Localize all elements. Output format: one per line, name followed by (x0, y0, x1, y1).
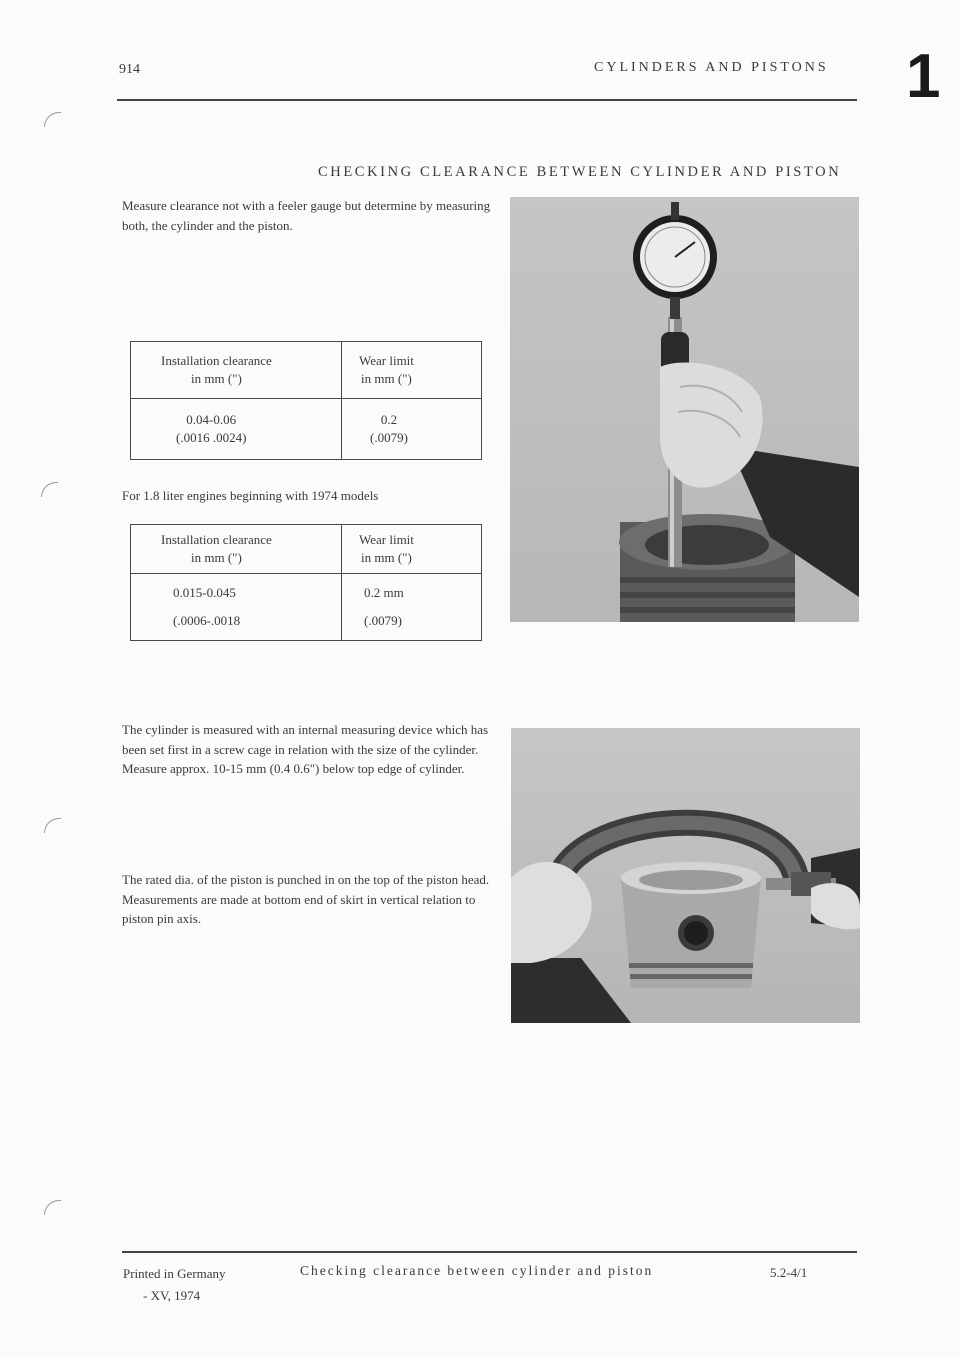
header-line: Installation clearance (161, 532, 272, 547)
binder-mark (44, 1200, 61, 1215)
value-line: 0.04-0.06 (186, 412, 237, 427)
header-line: in mm (") (191, 550, 242, 565)
table-header-cell (342, 525, 482, 574)
clearance-table-1974 (130, 524, 482, 641)
value-line: (.0006-.0018 (173, 613, 241, 628)
table-cell (131, 574, 342, 641)
header-rule (117, 99, 857, 101)
micrometer-photo (511, 728, 860, 1023)
table-header-row (131, 525, 482, 574)
intro-paragraph: Measure clearance not with a feeler gauge but determine by measuring both, the cylinder and the piston. (122, 198, 491, 233)
header-line: in mm (") (361, 371, 412, 386)
header-line: Wear limit (359, 353, 414, 368)
bore-gauge-photo (510, 197, 859, 622)
printed-location: Printed in Germany (123, 1266, 226, 1281)
section-title: CHECKING CLEARANCE BETWEEN CYLINDER AND PISTON (318, 164, 842, 180)
page-number: 914 (119, 62, 140, 77)
header-line: in mm (") (191, 371, 242, 386)
table-row (131, 399, 482, 460)
edition-date: - XV, 1974 (143, 1288, 201, 1303)
bore-gauge-illustration (510, 197, 859, 622)
binder-mark (44, 818, 61, 833)
chapter-number: 1 (906, 42, 941, 111)
clearance-table-standard (130, 341, 482, 460)
value-line: 0.2 mm (364, 585, 404, 600)
header-line: Wear limit (359, 532, 414, 547)
page-code: 5.2-4/1 (770, 1265, 808, 1280)
value-line: (.0079) (364, 613, 402, 628)
table-row (131, 574, 482, 641)
printer-info (123, 1263, 226, 1307)
subheading-1974: For 1.8 liter engines beginning with 1974 models (122, 488, 379, 503)
value-line: (.0079) (370, 430, 408, 445)
running-title: CYLINDERS AND PISTONS (594, 60, 829, 75)
table-cell (131, 399, 342, 460)
value-line: 0.2 (380, 412, 398, 427)
table-header-row (131, 342, 482, 399)
table-header-cell (131, 525, 342, 574)
piston-measuring-paragraph: The rated dia. of the piston is punched in on the top of the piston head. Measurements are made at bottom end of skirt in vertical relation to piston pin axis. (122, 872, 490, 926)
table-cell (342, 574, 482, 641)
binder-mark (41, 482, 58, 497)
binder-mark (44, 112, 61, 127)
value-line: 0.015-0.045 (173, 585, 236, 600)
table-header-cell (131, 342, 342, 399)
header-line: in mm (") (361, 550, 412, 565)
value-line: (.0016 .0024) (176, 430, 247, 445)
table-header-cell (342, 342, 482, 399)
micrometer-illustration (511, 728, 860, 1023)
cylinder-measuring-paragraph: The cylinder is measured with an internal measuring device which has been set first in a screw cage in relation with the size of the cylinder. Measure approx. 10-15 mm (0.4 0.6") below top edge of cylinder. (122, 722, 489, 776)
footer-title: Checking clearance between cylinder and piston (300, 1263, 654, 1278)
header-line: Installation clearance (161, 353, 272, 368)
table-cell (342, 399, 482, 460)
footer-rule (122, 1251, 857, 1253)
